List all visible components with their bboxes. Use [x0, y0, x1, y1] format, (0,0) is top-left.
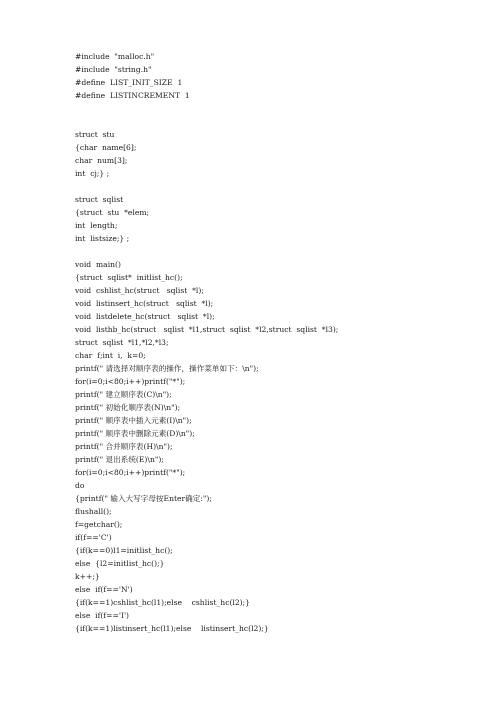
code-line: void cshlist_hc(struct sqlist *l);: [75, 286, 204, 295]
code-line: #define LISTINCREMENT 1: [75, 91, 190, 100]
code-line: struct stu: [75, 130, 115, 139]
code-line: char f;int i, k=0;: [75, 351, 146, 360]
code-line: printf(" 顺序表中插入元素(I)\n");: [75, 416, 192, 425]
code-line: int cj;} ;: [75, 169, 110, 178]
code-line: printf(" 请选择对顺序表的操作，操作菜单如下：\n");: [75, 364, 259, 373]
code-listing: [75, 50, 495, 633]
code-line: flushall();: [75, 507, 112, 516]
code-line: {if(k==0)l1=initlist_hc();: [75, 546, 173, 555]
code-line: if(f=='C'): [75, 533, 112, 542]
code-line: printf(" 建立顺序表(C)\n");: [75, 390, 172, 399]
code-line: for(i=0;i<80;i++)printf("*");: [75, 377, 186, 386]
code-line: do: [75, 481, 85, 490]
code-line: {printf(" 输入大写字母按Enter确定:");: [75, 494, 212, 503]
code-line: else if(f=='I'): [75, 611, 130, 620]
code-line: char num[3];: [75, 156, 128, 165]
code-line: for(i=0;i<80;i++)printf("*");: [75, 468, 186, 477]
code-line: {struct stu *elem;: [75, 208, 150, 217]
code-line: {if(k==1)listinsert_hc(l1);else listinsert_hc(l2);}: [75, 624, 269, 633]
code-line: void listdelete_hc(struct sqlist *l);: [75, 312, 215, 321]
code-line: printf(" 顺序表中删除元素(D)\n");: [75, 429, 195, 438]
code-line: int listsize;} ;: [75, 234, 130, 243]
code-line: void main(): [75, 260, 121, 269]
code-line: else {l2=initlist_hc();}: [75, 559, 165, 568]
code-line: else if(f=='N'): [75, 585, 133, 594]
code-line: k++;}: [75, 572, 100, 581]
code-line: printf(" 合并顺序表(H)\n");: [75, 442, 173, 451]
code-line: {struct sqlist* initlist_hc();: [75, 273, 183, 282]
code-line: void listinsert_hc(struct sqlist *l);: [75, 299, 214, 308]
code-line: int length;: [75, 221, 118, 230]
code-line: struct sqlist *l1,*l2,*l3;: [75, 338, 169, 347]
code-line: f=getchar();: [75, 520, 123, 529]
code-line: #include "malloc.h": [75, 52, 155, 61]
code-line: printf(" 退出系统(E)\n");: [75, 455, 164, 464]
code-line: void listhb_hc(struct sqlist *l1,struct sqlist *l2,struct sqlist *l3);: [75, 325, 339, 334]
code-line: {if(k==1)cshlist_hc(l1);else cshlist_hc(l2);}: [75, 598, 251, 607]
code-line: struct sqlist: [75, 195, 124, 204]
code-line: #define LIST_INIT_SIZE 1: [75, 78, 183, 87]
code-line: #include "string.h": [75, 65, 152, 74]
code-line: printf(" 初始化顺序表(N)\n");: [75, 403, 181, 412]
code-line: {char name[6];: [75, 143, 137, 152]
